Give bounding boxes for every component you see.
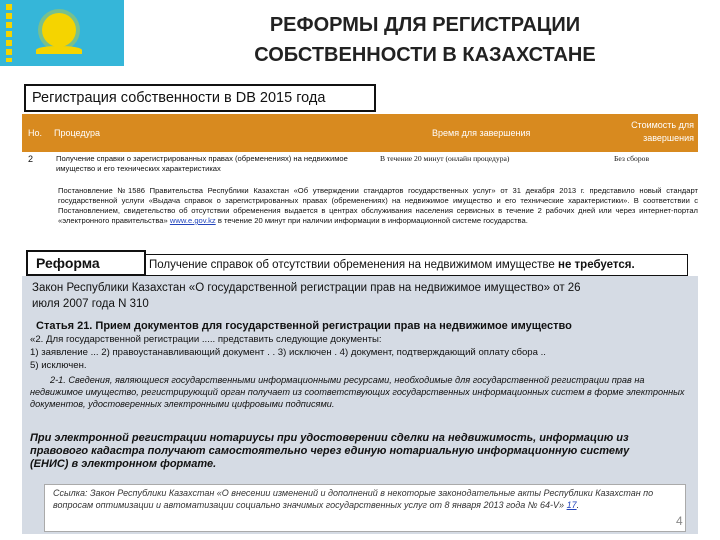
reference-note: Ссылка: Закон Республики Казахстан «О внесении изменений и дополнений в некоторые законодательные акты Республики Казахстан по вопросам оптимизации и автоматизации социально значимых государственных услуг от 8 января 2013 года № 64-V» 17. xyxy=(44,484,686,532)
table-row xyxy=(22,152,698,186)
row-procedure: Получение справки о зарегистрированных правах (обременениях) на недвижимое имущество и его технических характеристиках xyxy=(56,154,348,173)
reference-link[interactable]: 17 xyxy=(566,500,577,510)
title-line-1: РЕФОРМЫ ДЛЯ РЕГИСТРАЦИИ xyxy=(269,14,581,36)
law-title: Закон Республики Казахстан «О государственной регистрации прав на недвижимое имущество» от 26 июля 2007 года N 310 xyxy=(32,282,581,310)
row-cost: Без сборов xyxy=(614,154,650,163)
law-point-1: «2. Для государственной регистрации ..... представить следующие документы: xyxy=(30,334,382,345)
law-panel xyxy=(22,276,698,534)
col-no: Но. xyxy=(28,128,43,138)
col-cost: Стоимость для завершения xyxy=(631,120,694,143)
col-procedure: Процедура xyxy=(54,128,101,138)
electronic-registration-note: При электронной регистрации нотариусы при удостоверении сделки на недвижимость, информацию из правового кадастра получают самостоятельно через единую нотариальную информационную систему (ЕНИС) в электронном формате. xyxy=(30,432,630,470)
decree-paragraph: Постановление №1586 Правительства Республики Казахстан «Об утверждении стандартов государственных услуг» от 31 декабря 2013 г. представило новый стандарт государственной услуги «Выдача справок о зарегистрированных правах (обременениях) на недвижимое имущество и его технические характеристики». В соответствии с Постановлением, свидетельство об отсутствии обременения выдается в центрах обслуживания населения сервисных в течение 2 рабочих дней или через интернет-портал «электронного правительства» www.e.gov.kz в течение 20 минут при наличии информации в информационной системе государства. xyxy=(58,186,698,225)
law-point-2-1: 2-1. Сведения, являющиеся государственными информационными ресурсами, необходимые для государственной регистрации прав на недвижимое имущество, регистрирующий орган получает из соответствующих государственных информационных систем в форме электронных документов, удостоверенных электронными цифровыми подписями. xyxy=(30,375,685,409)
row-no: 2 xyxy=(28,154,34,164)
page-title xyxy=(190,10,660,70)
title-line-2: СОБСТВЕННОСТИ В КАЗАХСТАНЕ xyxy=(254,44,596,66)
law-point-2: 1) заявление ... 2) правоустанавливающий документ . . 3) исключен . 4) документ, подтверждающий оплату сбора .. xyxy=(30,347,546,358)
egov-link[interactable]: www.e.gov.kz xyxy=(169,216,216,225)
flag-eagle xyxy=(36,46,82,54)
table-header xyxy=(22,114,698,152)
law-point-3: 5) исключен. xyxy=(30,360,87,371)
col-time: Время для завершения xyxy=(432,128,531,138)
page-number: 4 xyxy=(676,514,683,528)
reform-label: Реформа xyxy=(26,250,146,276)
flag-sun xyxy=(42,13,76,47)
kazakhstan-flag-icon xyxy=(0,0,124,66)
reform-description: Получение справок об отсутствии обременения на недвижимом имуществе не требуется. xyxy=(142,254,688,276)
flag-ornament xyxy=(6,4,12,62)
article-heading: Статья 21. Прием документов для государственной регистрации прав на недвижимое имущество xyxy=(36,320,572,332)
row-time: В течение 20 минут (онлайн процедура) xyxy=(380,154,510,163)
db-section-heading: Регистрация собственности в DB 2015 года xyxy=(24,84,376,112)
